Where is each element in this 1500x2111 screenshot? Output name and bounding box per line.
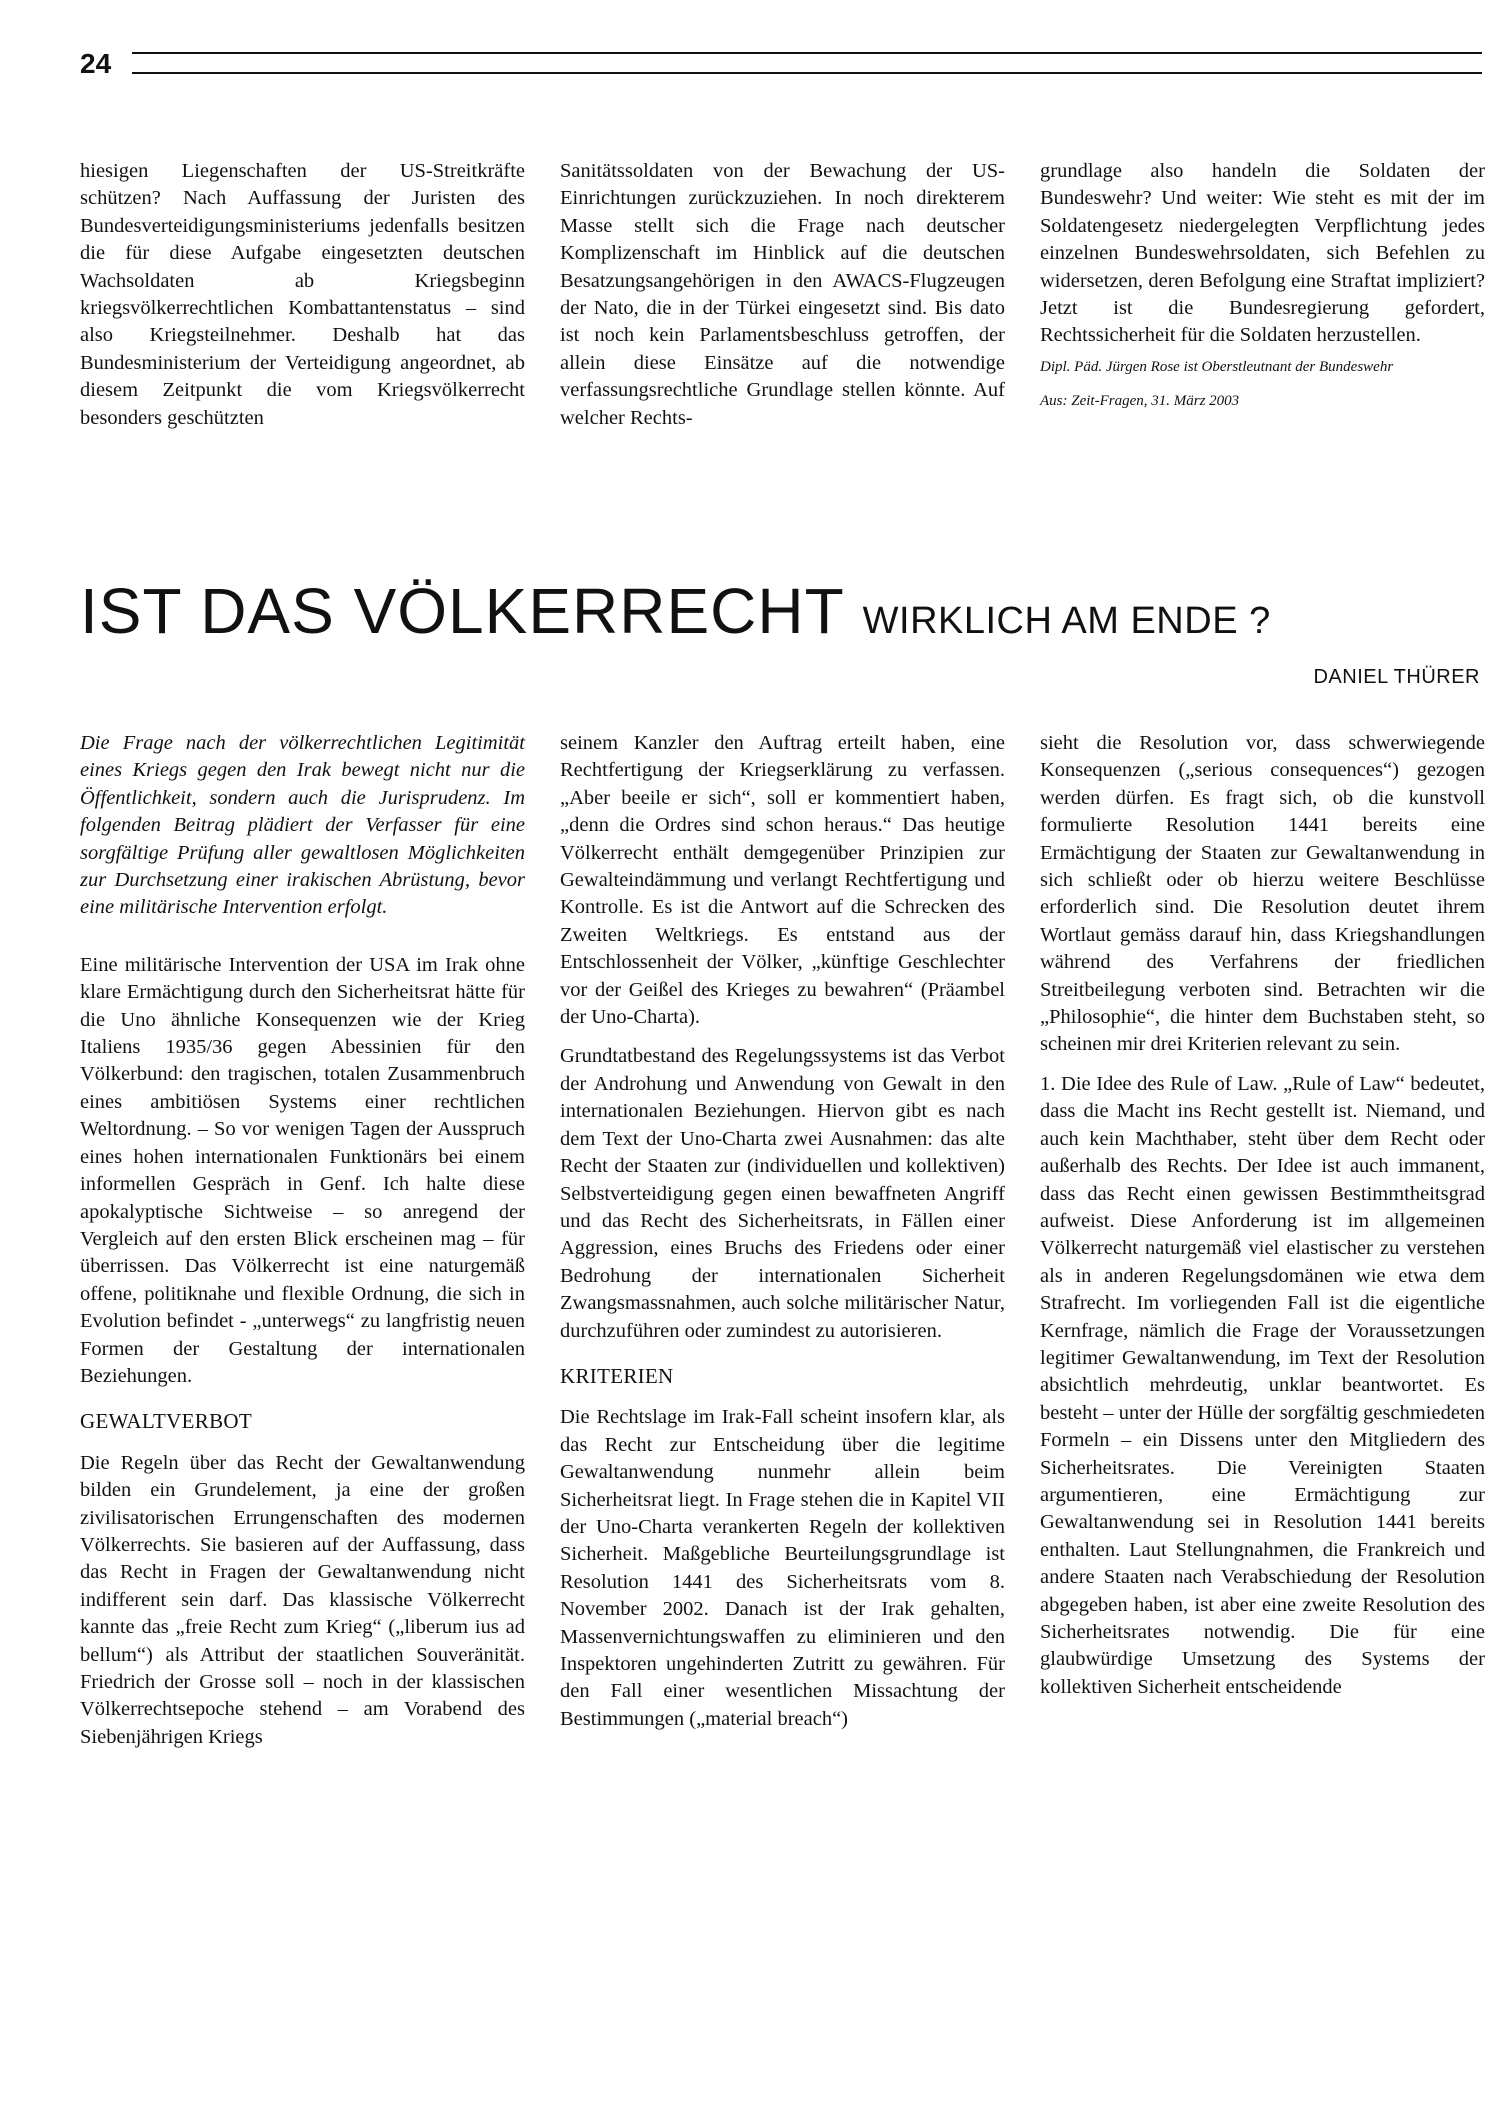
section-heading: GEWALTVERBOT <box>80 1409 252 1434</box>
article-paragraph: Grundtatbestand des Regelungssystems ist das Verbot der Androhung und Anwendung von Gewalt in den internationalen Beziehungen. Hiervon gibt es nach dem Text der Uno-Charta zwei Ausnahmen: das alte Recht der Staaten zur (individuellen und kollektiven) Selbstverteidigung gegen einen bewaffneten Angriff und das Recht des Sicherheitsrats, in Fällen einer Aggression, eines Bruchs des Friedens oder einer Bedrohung der internationalen Sicherheit Zwangsmassnahmen, auch solche militärischer Natur, durchzuführen oder zumindest zu autorisieren. <box>560 1045 1005 1342</box>
article-paragraph: Die Regeln über das Recht der Gewaltanwendung bilden ein Grundelement, ja eine der großen zivilisatorischen Errungenschaften des modernen Völkerrechts. Sie basieren auf der Auffassung, dass das Recht in Fragen der Gewaltanwendung nicht indifferent sein darf. Das klassische Völkerrecht kannte das „freie Recht zum Krieg“ („liberum ius ad bellum“) als Attribut der staatlichen Souveränität. Friedrich der Grosse soll – noch in der klassischen Völkerrechtsepoche stehend – am Vorabend des Siebenjährigen Kriegs <box>80 1451 525 1748</box>
header-rule <box>132 52 1482 54</box>
headline-sub: WIRKLICH AM ENDE ? <box>862 600 1271 642</box>
previous-article-text: grundlage also handeln die Soldaten der Bundeswehr? Und weiter: Wie steht es mit der im Soldatengesetz niedergelegten Verpflichtung jedes einzelnen Bundeswehrsoldaten, sich Befehlen zu widersetzen, deren Befolgung eine Straftat impliziert? Jetzt ist die Bundesregierung gefordert, Rechtssicherheit für die Soldaten herzustellen. <box>1040 160 1485 347</box>
article-paragraph: Die Rechtslage im Irak-Fall scheint insofern klar, als das Recht zur Entscheidung über die legitime Gewaltanwendung nunmehr allein beim Sicherheitsrat liegt. In Frage stehen die in Kapitel VII der Uno-Charta verankerten Regeln der kollektiven Sicherheit. Maßgebliche Beurteilungsgrundlage ist Resolution 1441 des Sicherheitsrats vom 8. November 2002. Danach ist der Irak gehalten, Massenvernichtungswaffen zu eliminieren und den Inspektoren ungehinderten Zutritt zu gewähren. Für den Fall einer wesentlichen Missachtung der Bestimmungen („material breach“) <box>560 1406 1005 1730</box>
article-lead: Die Frage nach der völkerrechtlichen Legitimität eines Kriegs gegen den Irak bewegt nicht nur die Öffentlichkeit, sondern auch die Jurisprudenz. Im folgenden Beitrag plädiert der Verfasser für eine sorgfältige Prüfung aller gewaltlosen Möglichkeiten zur Durchsetzung einer irakischen Abrüstung, bevor eine militärische Intervention erfolgt. <box>80 732 525 919</box>
author-note: Dipl. Päd. Jürgen Rose ist Oberstleutnant der Bundeswehr <box>1040 358 1394 375</box>
page-number: 24 <box>80 48 112 79</box>
section-heading: KRITERIEN <box>560 1363 674 1388</box>
previous-article-column-3 <box>1040 158 1485 424</box>
headline-main: IST DAS VÖLKERRECHT <box>80 575 845 647</box>
article-column-3 <box>1040 730 1485 1713</box>
article-paragraph: Eine militärische Intervention der USA im Irak ohne klare Ermächtigung durch den Sicherheitsrat hätte für die Uno ähnliche Konsequenzen wie der Krieg Italiens 1935/36 gegen Abessinien für den Völkerbund: den tragischen, totalen Zusammenbruch eines ambitiösen Systems einer rechtlichen Weltordnung. – So vor wenigen Tagen der Ausspruch eines hohen internationalen Funktionärs bei einem informellen Gespräch in Genf. Ich halte diese apokalyptische Sichtweise – so anregend der Vergleich auf den ersten Blick erscheinen mag – für überrissen. Das Völkerrecht ist eine naturgemäß offene, politiknahe und flexible Ordnung, die sich in Evolution befindet - „unterwegs“ zu langfristig neuen Formen der Gestaltung der internationalen Beziehungen. <box>80 953 525 1387</box>
previous-article-text: hiesigen Liegenschaften der US-Streitkräfte schützen? Nach Auffassung der Juristen des Bundesverteidigungsministeriums jedenfalls besitzen die für diese Aufgabe eingesetzten deutschen Wachsoldaten ab Kriegsbeginn kriegsvölkerrechtlichen Kombattantenstatus – sind also Kriegsteilnehmer. Deshalb hat das Bundesministerium der Verteidigung angeordnet, ab diesem Zeitpunkt die vom Kriegsvölkerrecht besonders geschützten <box>80 160 525 429</box>
article-column-2 <box>560 730 1005 1745</box>
article-paragraph: seinem Kanzler den Auftrag erteilt haben, eine Rechtfertigung der Kriegserklärung zu verfassen. „Aber beeile er sich“, soll er kommentiert haben, „denn die Ordres sind schon heraus.“ Das heutige Völkerrecht enthält demgegenüber Prinzipien zur Gewalteindämmung und verlangt Rechtfertigung und Kontrolle. Es ist die Antwort auf die Schrecken des Zweiten Weltkriegs. Es entstand aus der Entschlossenheit der Völker, „künftige Geschlechter vor der Geißel des Krieges zu bewahren“ (Präambel der Uno-Charta). <box>560 732 1005 1029</box>
article-paragraph: 1. Die Idee des Rule of Law. „Rule of Law“ bedeutet, dass die Macht ins Recht gestellt ist. Niemand, und auch kein Machthaber, steht über dem Recht oder außerhalb des Rechts. Der Idee ist auch immanent, dass das Recht einen gewissen Bestimmtheitsgrad aufweist. Diese Anforderung ist im allgemeinen Völkerrecht naturgemäß viel elastischer zu verstehen als in anderen Regelungsdomänen wie etwa dem Strafrecht. Im vorliegenden Fall ist die eigentliche Kernfrage, nämlich die Frage der Voraussetzungen legitimer Gewaltanwendung, im Text der Resolution absichtlich mehrdeutig, unklar beantwortet. Es besteht – unter der Hülle der sorgfältig geschmiedeten Formeln – ein Dissens unter den Mitgliedern des Sicherheitsrates. Die Vereinigten Staaten argumentieren, eine Ermächtigung zur Gewaltanwendung sei in Resolution 1441 bereits enthalten. Laut Stellungnahmen, die Frankreich und andere Staaten nach Verabschiedung der Resolution abgegeben haben, ist aber eine zweite Resolution des Sicherheitsrates notwendig. Die für eine glaubwürdige Umsetzung des Systems der kollektiven Sicherheit entscheidende <box>1040 1072 1485 1698</box>
previous-article-column-1 <box>80 158 525 432</box>
header-rule-lower <box>132 72 1482 74</box>
article-headline <box>80 574 1271 648</box>
article-paragraph: sieht die Resolution vor, dass schwerwiegende Konsequenzen („serious consequences“) gezogen werden dürfen. Es fragt sich, ob die kunstvoll formulierte Resolution 1441 bereits eine Ermächtigung der Staaten zur Gewaltanwendung in sich schließt oder ob hierzu weitere Beschlüsse erforderlich sind. Die Resolution deutet ihrem Wortlaut gemäss darauf hin, dass Kriegshandlungen während des Verfahrens der friedlichen Streitbeilegung verboten sind. Betrachten wir die „Philosophie“, die hinter dem Buchstaben steht, so scheinen mir drei Kriterien relevant zu sein. <box>1040 732 1485 1056</box>
previous-article-column-2 <box>560 158 1005 432</box>
article-author: DANIEL THÜRER <box>1313 666 1480 688</box>
article-column-1 <box>80 730 525 1763</box>
previous-article-text: Sanitätssoldaten von der Bewachung der US-Einrichtungen zurückzuziehen. In noch direkterem Masse stellt sich die Frage nach deutscher Komplizenschaft im Hinblick auf die deutschen Besatzungsangehörigen in den AWACS-Flugzeugen der Nato, die in der Türkei eingesetzt sind. Bis dato ist noch kein Parlamentsbeschluss getroffen, der allein diese Einsätze auf die notwendige verfassungsrechtliche Grundlage stellen könnte. Auf welcher Rechts- <box>560 160 1005 429</box>
source-note: Aus: Zeit-Fragen, 31. März 2003 <box>1040 392 1240 409</box>
